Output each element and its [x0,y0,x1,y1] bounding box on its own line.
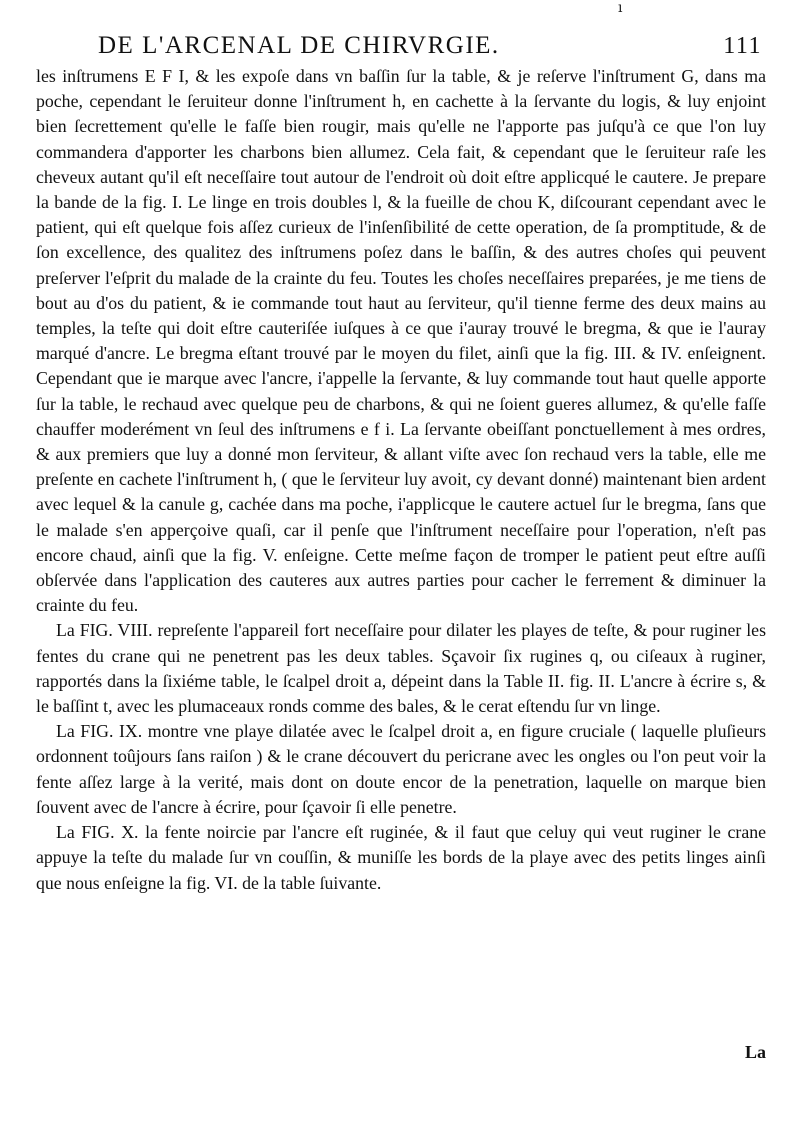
paragraph-fig-x: La FIG. X. la fente noircie par l'ancre eſt ruginée, & il faut que celuy qui veut ruginer le crane appuye la teſte du malade ſur vn couſſin, & muniſſe les bords de la playe avec des petits linges ainſi que nous enſeigne la fig. VI. de la table ſuivante. [36,822,766,893]
paragraph-fig-viii: La FIG. VIII. repreſente l'appareil fort neceſſaire pour dilater les playes de teſte, & pour ruginer les fentes du crane qui ne penetrent pas les deux tables. Sçavoir ſix rugines q, ou ciſeaux à ruginer, rapportés dans la ſixiéme table, le ſcalpel droit a, dépeint dans la Table II. fig. II. L'ancre à écrire s, & le baſſint t, avec les plumaceaux ronds comme des bales, & le cerat eſtendu ſur vn linge. [36,620,766,717]
running-head [36,32,766,66]
corner-mark: ı [618,0,623,16]
body-text [36,64,766,896]
page-number: 111 [723,33,762,59]
catchword: La [744,1042,766,1062]
paragraph-1: les inſtrumens E F I, & les expoſe dans vn baſſin ſur la table, & je reſerve l'inſtrument G, dans ma poche, cependant le ſeruiteur donne l'inſtrument h, en cachette à la ſervante du logis, & luy enjoint bien ſecrettement qu'elle le faſſe bien rougir, mais qu'elle ne l'apporte pas juſqu'à ce que l'on luy commandera d'apporter les charbons bien allumez. Cela fait, & cependant que le ſeruiteur raſe les cheveux autant qu'il eſt neceſſaire tout autour de l'endroit où doit eſtre applicqué le cautere. Je prepare la bande de la fig. I. Le linge en trois doubles l, & la fueille de chou K, diſcourant cependant avec le patient, qui eſt quelque fois aſſez curieux de l'inſenſibilité de cette operation, de ſa promptitude, & de ſon excellence, des qualitez des inſtrumens poſez dans le baſſin, & des autres choſes qui peuvent preſerver l'eſprit du malade de la crainte du feu. Toutes les choſes neceſſaires preparées, je me tiens de bout au d'os du patient, & ie commande tout haut au ſerviteur, qu'il tienne ferme des deux mains au temples, la teſte qui doit eſtre cauteriſée iuſques à ce que i'auray trouvé le bregma, & que ie l'auray marqué d'ancre. Le bregma eſtant trouvé par le moyen du filet, ainſi que la fig. III. & IV. enſeignent. Cependant que ie marque avec l'ancre, i'appelle la ſervante, & luy commande tout haut quelle apporte ſur la table, le rechaud avec quelque peu de charbons, & qui ne ſoient gueres allumez, & qu'elle faſſe chauffer moderément vn ſeul des inſtrumens e f i. La ſervante obeiſſant ponctuellement à mes ordres, & aux premiers que luy a donné mon ſerviteur, & allant viſte avec ſon rechaud vers la table, elle me preſente en cachete l'inſtrument h, ( que le ſerviteur luy avoit, cy devant donné) maintenant bien ardent avec lequel & la canule g, cachée dans ma poche, i'applicque le cautere actuel ſur le bregma, ſans que le malade s'en apperçoive quaſi, car il penſe que l'inſtrument neceſſaire pour l'operation, n'eſt pas encore chaud, ainſi que la fig. V. enſeigne. Cette meſme façon de tromper le patient peut eſtre auſſi obſervée dans l'application des cauteres aux autres parties pour cacher le ferrement & diminuer la crainte du feu. [36,66,766,616]
running-head-title: DE L'ARCENAL DE CHIRVRGIE. [98,32,500,59]
paragraph-fig-ix: La FIG. IX. montre vne playe dilatée avec le ſcalpel droit a, en figure cruciale ( laquelle pluſieurs ordonnent toûjours ſans raiſon ) & le crane découvert du pericrane avec les ongles ou l'on peut voir la fente aſſez large à la verité, mais dont on doute encor de la penetration, laquelle on marque bien ſouvent avec de l'ancre à écrire, pour ſçavoir ſi elle penetre. [36,721,766,817]
